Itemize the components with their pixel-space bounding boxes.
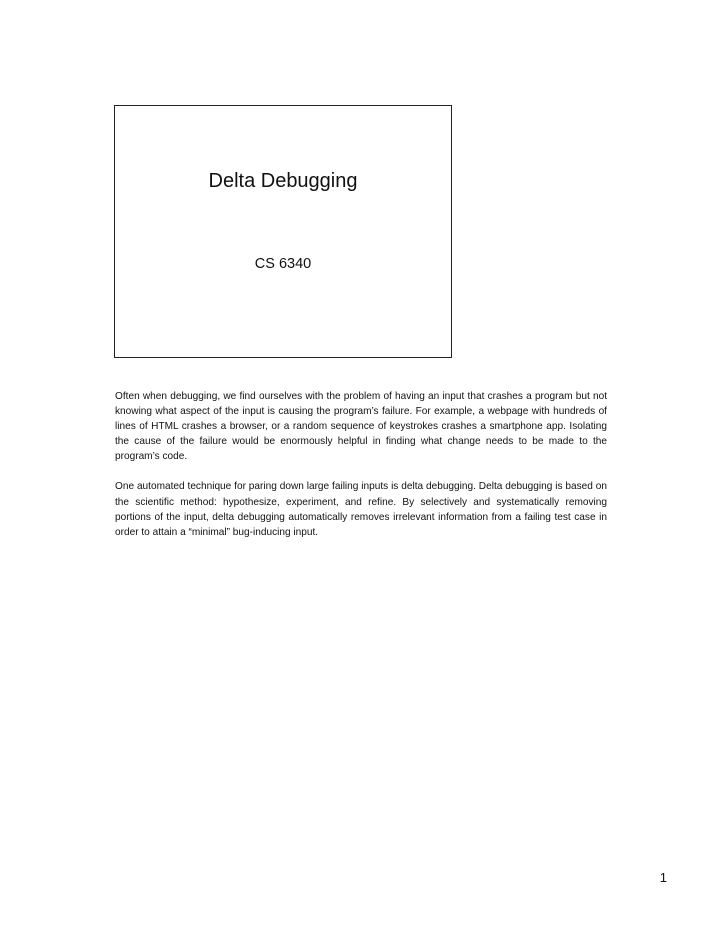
page-number: 1 — [659, 870, 667, 885]
notes-paragraph: One automated technique for paring down large failing inputs is delta debugging. Delta debugging is based on the scientific method: hypothesize, experiment, and refine. By selectively and systematically removing portions of the input, delta debugging automatically removes irrelevant information from a failing test case in order to attain a “minimal” bug-inducing input. — [115, 481, 607, 538]
notes-paragraph: Often when debugging, we find ourselves with the problem of having an input that crashes a program but not knowing what aspect of the input is causing the program’s failure. For example, a webpage with hundreds of lines of HTML crashes a browser, or a random sequence of keystrokes crashes a smartphone app. Isolating the cause of the failure would be enormously helpful in finding what change needs to be made to the program’s code. — [115, 391, 607, 463]
notes-section — [115, 389, 607, 555]
slide-subtitle: CS 6340 — [254, 256, 312, 272]
slide-title: Delta Debugging — [208, 170, 358, 192]
slide-thumbnail — [114, 105, 452, 358]
